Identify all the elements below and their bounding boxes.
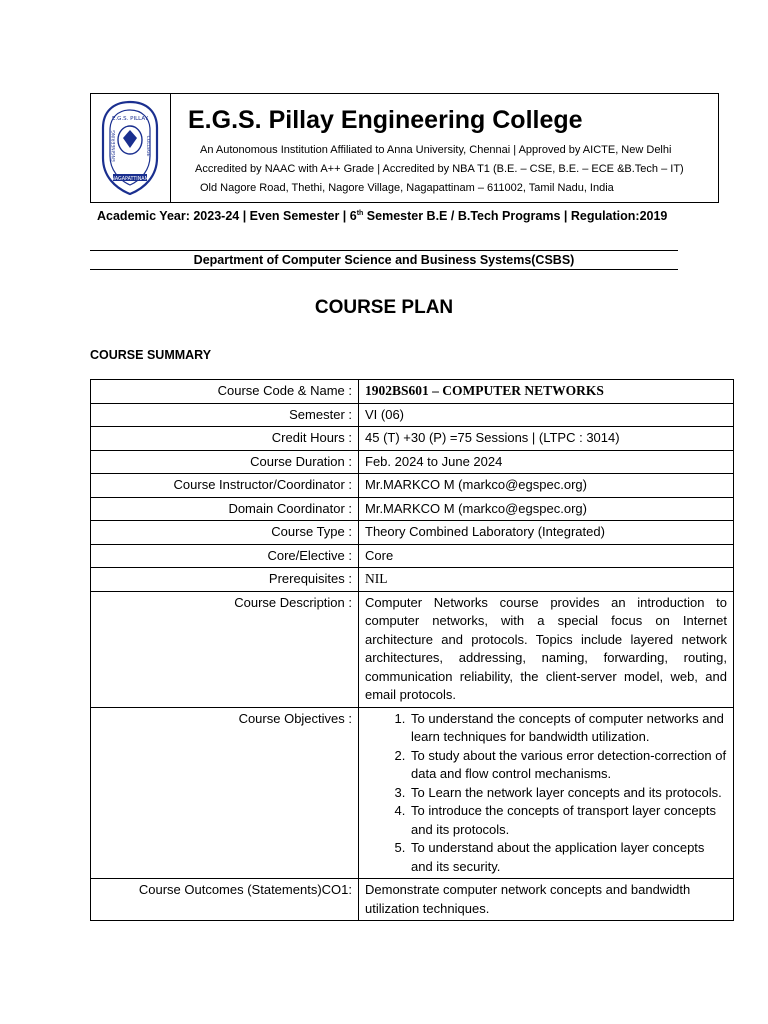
row-label: Semester : bbox=[91, 403, 359, 427]
logo-text-right: COLLEGE bbox=[145, 135, 150, 157]
college-seal-icon bbox=[95, 98, 165, 198]
row-label: Prerequisites : bbox=[91, 568, 359, 592]
department-name: Department of Computer Science and Business Systems(CSBS) bbox=[90, 250, 678, 270]
college-name: E.G.S. Pillay Engineering College bbox=[188, 106, 583, 134]
table-row bbox=[91, 474, 734, 498]
row-label: Course Description : bbox=[91, 591, 359, 707]
page-title: COURSE PLAN bbox=[314, 297, 454, 318]
list-item: 1. To understand the concepts of computer networks and learn techniques for bandwidth utilization. bbox=[409, 710, 727, 747]
row-label: Core/Elective : bbox=[91, 544, 359, 568]
row-label: Course Instructor/Coordinator : bbox=[91, 474, 359, 498]
table-row bbox=[91, 380, 734, 404]
row-label: Domain Coordinator : bbox=[91, 497, 359, 521]
course-description-value: Computer Networks course provides an introduction to computer networks, with a special focus on Internet architecture and protocols. Topics include layered network architectures, addressing, naming, forwarding, routing, communication reliability, the client-server model, web, and email protocols. bbox=[359, 591, 734, 707]
course-duration-value: Feb. 2024 to June 2024 bbox=[359, 450, 734, 474]
list-item: 3. To Learn the network layer concepts and its protocols. bbox=[409, 784, 727, 803]
objectives-list bbox=[365, 710, 727, 877]
table-row bbox=[91, 707, 734, 879]
course-code-name: 1902BS601 – COMPUTER NETWORKS bbox=[359, 380, 734, 404]
domain-coordinator-value: Mr.MARKCO M (markco@egspec.org) bbox=[359, 497, 734, 521]
table-row bbox=[91, 403, 734, 427]
table-row bbox=[91, 497, 734, 521]
academic-year-suffix: Semester B.E / B.Tech Programs | Regulation:2019 bbox=[363, 209, 668, 223]
table-row bbox=[91, 591, 734, 707]
row-label: Course Type : bbox=[91, 521, 359, 545]
academic-year-sup: th bbox=[356, 209, 364, 217]
course-outcome-value: Demonstrate computer network concepts and bandwidth utilization techniques. bbox=[359, 879, 734, 921]
table-row bbox=[91, 544, 734, 568]
list-item: 4. To introduce the concepts of transport layer concepts and its protocols. bbox=[409, 802, 727, 839]
row-label: Credit Hours : bbox=[91, 427, 359, 451]
academic-year-prefix: Academic Year: 2023-24 | Even Semester | 6 bbox=[97, 209, 357, 223]
address-line: Old Nagore Road, Thethi, Nagore Village, Nagapattinam – 611002, Tamil Nadu, India bbox=[200, 182, 614, 194]
course-type-value: Theory Combined Laboratory (Integrated) bbox=[359, 521, 734, 545]
core-elective-value: Core bbox=[359, 544, 734, 568]
logo-cell bbox=[91, 94, 171, 202]
semester-value: VI (06) bbox=[359, 403, 734, 427]
affiliation-line: An Autonomous Institution Affiliated to Anna University, Chennai | Approved by AICTE, New Delhi bbox=[200, 144, 672, 156]
prerequisites-value: NIL bbox=[359, 568, 734, 592]
credit-hours-value: 45 (T) +30 (P) =75 Sessions | (LTPC : 3014) bbox=[359, 427, 734, 451]
course-objectives-cell bbox=[359, 707, 734, 879]
table-row bbox=[91, 879, 734, 921]
logo-text-left: ENGINEERING bbox=[112, 130, 117, 162]
row-label: Course Duration : bbox=[91, 450, 359, 474]
section-heading: COURSE SUMMARY bbox=[90, 348, 212, 362]
logo-text-bottom: NAGAPATTINAM bbox=[111, 177, 149, 182]
academic-year-line bbox=[97, 209, 667, 223]
row-label: Course Code & Name : bbox=[91, 380, 359, 404]
table-row bbox=[91, 450, 734, 474]
table-row bbox=[91, 427, 734, 451]
row-label: Course Objectives : bbox=[91, 707, 359, 879]
list-item: 2. To study about the various error detection-correction of data and flow control mechanisms. bbox=[409, 747, 727, 784]
course-summary-table bbox=[90, 379, 734, 921]
list-item: 5. To understand about the application layer concepts and its security. bbox=[409, 839, 727, 876]
row-label: Course Outcomes (Statements)CO1: bbox=[91, 879, 359, 921]
accreditation-line: Accredited by NAAC with A++ Grade | Accredited by NBA T1 (B.E. – CSE, B.E. – ECE &B.Tech – IT) bbox=[195, 163, 684, 175]
college-header bbox=[90, 93, 719, 203]
instructor-value: Mr.MARKCO M (markco@egspec.org) bbox=[359, 474, 734, 498]
logo-text-top: E.G.S. PILLAY bbox=[111, 116, 149, 122]
table-row bbox=[91, 568, 734, 592]
table-row bbox=[91, 521, 734, 545]
